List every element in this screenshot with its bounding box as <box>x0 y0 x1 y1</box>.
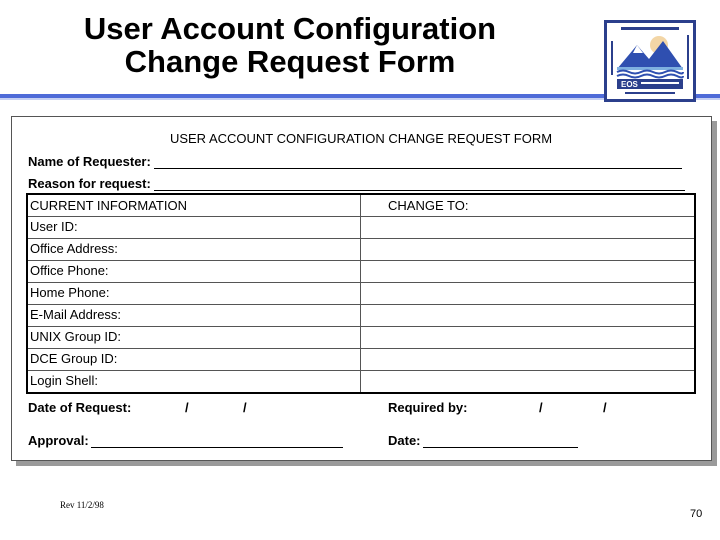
eos-logo <box>604 20 696 102</box>
slide-title <box>40 12 540 78</box>
page-number: 70 <box>690 508 703 520</box>
change-table <box>26 193 696 394</box>
change-value-cell[interactable] <box>361 217 694 238</box>
change-to-header: CHANGE TO: <box>388 198 469 213</box>
date-separator: / <box>243 400 247 415</box>
change-value-cell[interactable] <box>361 283 694 304</box>
revision-note: Rev 11/2/98 <box>60 500 104 510</box>
row-label: Home Phone: <box>28 283 361 304</box>
row-label: Login Shell: <box>28 371 361 392</box>
table-row <box>28 370 694 392</box>
table-row <box>28 282 694 304</box>
date-field <box>388 433 578 448</box>
slide-title-line1: User Account Configuration <box>83 11 497 46</box>
reason-label: Reason for request: <box>28 176 151 191</box>
row-label: Office Phone: <box>28 261 361 282</box>
required-by-label: Required by: <box>388 400 468 415</box>
approval-blank[interactable] <box>91 434 343 448</box>
date-separator: / <box>539 400 543 415</box>
requester-name-field <box>28 154 682 169</box>
change-value-cell[interactable] <box>361 327 694 348</box>
table-row <box>28 304 694 326</box>
date-label: Date: <box>388 433 421 448</box>
change-table-header <box>28 195 694 216</box>
row-label: UNIX Group ID: <box>28 327 361 348</box>
reason-blank[interactable] <box>154 177 685 191</box>
slide-title-line2: Change Request Form <box>124 44 456 79</box>
request-form <box>11 116 712 461</box>
change-value-cell[interactable] <box>361 239 694 260</box>
change-value-cell[interactable] <box>361 349 694 370</box>
form-heading: USER ACCOUNT CONFIGURATION CHANGE REQUEST FORM <box>169 131 553 146</box>
approval-label: Approval: <box>28 433 89 448</box>
table-row <box>28 216 694 238</box>
approval-field <box>28 433 343 448</box>
requester-name-blank[interactable] <box>154 155 682 169</box>
current-info-header: CURRENT INFORMATION <box>28 195 361 216</box>
row-label: E-Mail Address: <box>28 305 361 326</box>
row-label: DCE Group ID: <box>28 349 361 370</box>
reason-field <box>28 176 685 191</box>
row-label: User ID: <box>28 217 361 238</box>
table-row <box>28 326 694 348</box>
logo-text: EOS <box>621 80 638 89</box>
row-label: Office Address: <box>28 239 361 260</box>
requester-name-label: Name of Requester: <box>28 154 151 169</box>
change-value-cell[interactable] <box>361 261 694 282</box>
change-value-cell[interactable] <box>361 371 694 392</box>
table-row <box>28 348 694 370</box>
change-value-cell[interactable] <box>361 305 694 326</box>
date-separator: / <box>185 400 189 415</box>
table-row <box>28 238 694 260</box>
date-separator: / <box>603 400 607 415</box>
table-row <box>28 260 694 282</box>
date-blank[interactable] <box>423 434 578 448</box>
date-of-request-label: Date of Request: <box>28 400 132 415</box>
